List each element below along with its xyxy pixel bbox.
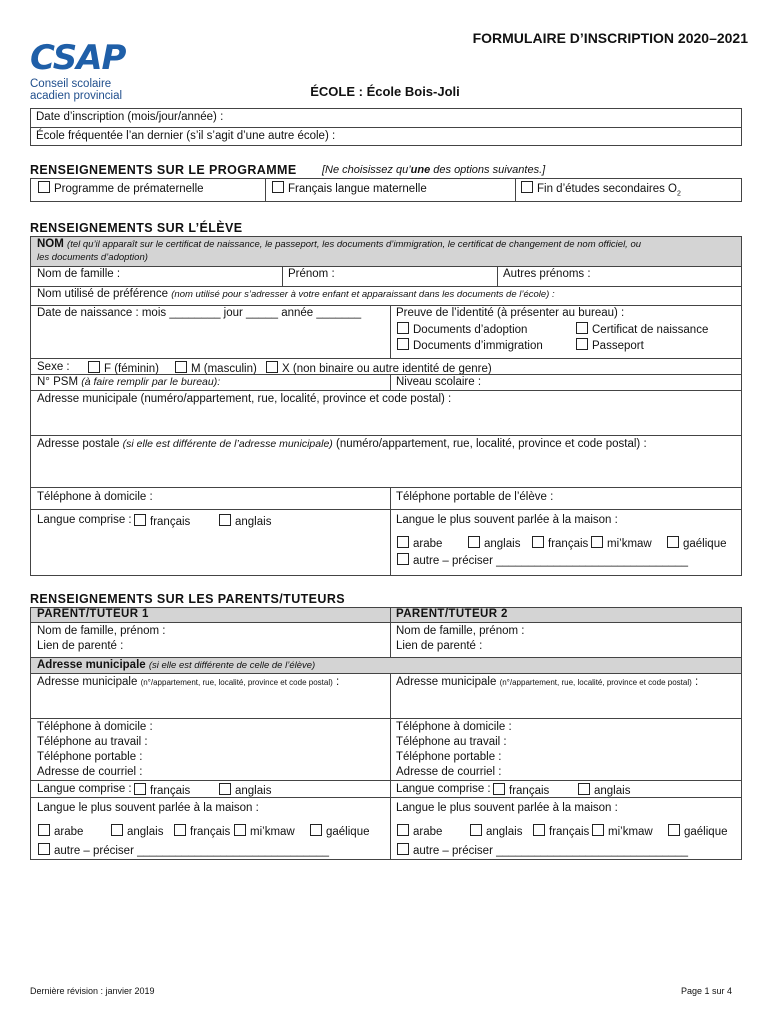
checkbox[interactable] xyxy=(397,824,409,836)
checkbox[interactable] xyxy=(397,338,409,350)
checkbox[interactable] xyxy=(493,783,505,795)
parent2-lang-anglais[interactable]: anglais xyxy=(578,783,630,797)
parent2-address-field[interactable]: Adresse municipale (n°/appartement, rue, localité, province et code postal) : xyxy=(396,676,699,688)
grade-level-field[interactable]: Niveau scolaire : xyxy=(396,376,482,388)
logo-subtitle-2: acadien provincial xyxy=(30,90,123,102)
option-prematernelle[interactable]: Programme de prématernelle xyxy=(38,181,204,195)
logo-text: CSAP xyxy=(30,38,126,78)
home-lang-arabe[interactable]: arabe xyxy=(397,536,442,550)
checkbox[interactable] xyxy=(234,824,246,836)
parent1-relationship-field[interactable]: Lien de parenté : xyxy=(37,640,124,652)
parent1-address-field[interactable]: Adresse municipale (n°/appartement, rue, localité, province et code postal) : xyxy=(37,676,340,688)
checkbox[interactable] xyxy=(667,536,679,548)
postal-address-field[interactable]: Adresse postale (si elle est différente de l’adresse municipale) (numéro/appartement, rue, localité, province et code postal) : xyxy=(37,438,647,450)
parent1-lang-gaelique[interactable]: gaélique xyxy=(310,824,369,838)
checkbox[interactable] xyxy=(219,514,231,526)
checkbox[interactable] xyxy=(38,181,50,193)
previous-school-field[interactable]: École fréquentée l’an dernier (s’il s’agit d’une autre école) : xyxy=(36,130,336,142)
identity-proof-label: Preuve de l’identité (à présenter au bureau) : xyxy=(396,307,625,319)
parents-section-title: RENSEIGNEMENTS SUR LES PARENTS/TUTEURS xyxy=(30,592,345,606)
checkbox[interactable] xyxy=(175,361,187,373)
student-first-name-field[interactable]: Prénom : xyxy=(288,268,335,280)
parent2-name-field[interactable]: Nom de famille, prénom : xyxy=(396,625,525,637)
programme-section-title: RENSEIGNEMENTS SUR LE PROGRAMME xyxy=(30,163,297,177)
passport-option[interactable]: Passeport xyxy=(576,338,644,352)
home-lang-francais[interactable]: français xyxy=(532,536,588,550)
student-other-names-field[interactable]: Autres prénoms : xyxy=(503,268,591,280)
home-language-label: Langue le plus souvent parlée à la maison : xyxy=(396,514,618,526)
checkbox[interactable] xyxy=(591,536,603,548)
parent1-lang-other[interactable]: autre – préciser ______________________________ xyxy=(38,843,329,857)
parent2-lang-mikmaw[interactable]: mi’kmaw xyxy=(592,824,653,838)
sex-label: Sexe : xyxy=(37,361,70,373)
home-lang-other[interactable]: autre – préciser ______________________________ xyxy=(397,553,688,567)
parent2-header: PARENT/TUTEUR 2 xyxy=(396,608,508,620)
parent1-lang-anglais[interactable]: anglais xyxy=(219,783,271,797)
checkbox[interactable] xyxy=(310,824,322,836)
lang-anglais-option[interactable]: anglais xyxy=(219,514,271,528)
checkbox[interactable] xyxy=(38,824,50,836)
birth-certificate-option[interactable]: Certificat de naissance xyxy=(576,322,708,336)
home-phone-field[interactable]: Téléphone à domicile : xyxy=(37,491,153,503)
parent2-home-phone[interactable]: Téléphone à domicile : xyxy=(396,721,512,733)
checkbox[interactable] xyxy=(576,338,588,350)
parent1-name-field[interactable]: Nom de famille, prénom : xyxy=(37,625,166,637)
parent1-lang-mikmaw[interactable]: mi’kmaw xyxy=(234,824,295,838)
parent2-email[interactable]: Adresse de courriel : xyxy=(396,766,502,778)
checkbox[interactable] xyxy=(521,181,533,193)
checkbox[interactable] xyxy=(272,181,284,193)
checkbox[interactable] xyxy=(111,824,123,836)
parent1-home-phone[interactable]: Téléphone à domicile : xyxy=(37,721,153,733)
parent2-cell-phone[interactable]: Téléphone portable : xyxy=(396,751,502,763)
revision-date: Dernière révision : janvier 2019 xyxy=(30,986,155,996)
school-name: ÉCOLE : École Bois-Joli xyxy=(310,84,460,99)
student-last-name-field[interactable]: Nom de famille : xyxy=(37,268,121,280)
parent1-lang-arabe[interactable]: arabe xyxy=(38,824,83,838)
parent1-home-francais[interactable]: français xyxy=(174,824,230,838)
checkbox[interactable] xyxy=(397,553,409,565)
checkbox[interactable] xyxy=(397,843,409,855)
sex-f-option[interactable]: F (féminin) xyxy=(88,361,159,375)
parent1-email[interactable]: Adresse de courriel : xyxy=(37,766,143,778)
doc-immigration-option[interactable]: Documents d’immigration xyxy=(397,338,543,352)
parent1-cell-phone[interactable]: Téléphone portable : xyxy=(37,751,143,763)
parent2-lang-gaelique[interactable]: gaélique xyxy=(668,824,727,838)
checkbox[interactable] xyxy=(38,843,50,855)
checkbox[interactable] xyxy=(397,536,409,548)
eleve-section-title: RENSEIGNEMENTS SUR L’ÉLÈVE xyxy=(30,221,243,235)
form-title: FORMULAIRE D’INSCRIPTION 2020–2021 xyxy=(472,30,748,46)
lang-francais-option[interactable]: français xyxy=(134,514,190,528)
checkbox[interactable] xyxy=(134,783,146,795)
checkbox[interactable] xyxy=(88,361,100,373)
home-lang-anglais[interactable]: anglais xyxy=(468,536,520,550)
checkbox[interactable] xyxy=(576,322,588,334)
checkbox[interactable] xyxy=(668,824,680,836)
nom-header: NOM (tel qu’il apparaît sur le certificat de naissance, le passeport, les documents d’immigration, le certificat de changement de nom officiel, ou xyxy=(37,238,642,250)
parent1-lang-francais[interactable]: français xyxy=(134,783,190,797)
parent2-relationship-field[interactable]: Lien de parenté : xyxy=(396,640,483,652)
parent1-lang-understood-label: Langue comprise : xyxy=(37,783,132,795)
checkbox[interactable] xyxy=(592,824,604,836)
parent1-home-anglais[interactable]: anglais xyxy=(111,824,163,838)
option-francais-langue-maternelle[interactable]: Français langue maternelle xyxy=(272,181,427,195)
parent2-home-lang-label: Langue le plus souvent parlée à la maison : xyxy=(396,802,618,814)
checkbox[interactable] xyxy=(266,361,278,373)
option-fin-etudes-o2[interactable]: Fin d’études secondaires $O_2$ xyxy=(521,181,681,197)
checkbox[interactable] xyxy=(134,514,146,526)
checkbox[interactable] xyxy=(578,783,590,795)
parent2-work-phone[interactable]: Téléphone au travail : xyxy=(396,736,507,748)
checkbox[interactable] xyxy=(468,536,480,548)
checkbox[interactable] xyxy=(397,322,409,334)
sex-x-option[interactable]: X (non binaire ou autre identité de genre) xyxy=(266,361,492,375)
language-understood-label: Langue comprise : xyxy=(37,514,132,526)
checkbox[interactable] xyxy=(174,824,186,836)
preferred-name-field[interactable]: Nom utilisé de préférence (nom utilisé pour s’adresser à votre enfant et apparaissant dans les documents de l’école) : xyxy=(37,288,555,300)
parent-address-header: Adresse municipale (si elle est différente de celle de l’élève) xyxy=(37,659,316,671)
parent2-home-francais[interactable]: français xyxy=(533,824,589,838)
nom-header-note: les documents d’adoption) xyxy=(37,252,148,263)
home-lang-gaelique[interactable]: gaélique xyxy=(667,536,726,550)
parent1-work-phone[interactable]: Téléphone au travail : xyxy=(37,736,148,748)
parent2-lang-francais[interactable]: français xyxy=(493,783,549,797)
home-lang-mikmaw[interactable]: mi’kmaw xyxy=(591,536,652,550)
parent1-header: PARENT/TUTEUR 1 xyxy=(37,608,149,620)
checkbox[interactable] xyxy=(219,783,231,795)
parent2-home-anglais[interactable]: anglais xyxy=(470,824,522,838)
parent2-lang-arabe[interactable]: arabe xyxy=(397,824,442,838)
psm-field[interactable]: N° PSM (à faire remplir par le bureau): xyxy=(37,376,221,388)
checkbox[interactable] xyxy=(532,536,544,548)
street-address-field[interactable]: Adresse municipale (numéro/appartement, rue, localité, province et code postal) : xyxy=(37,393,452,405)
checkbox[interactable] xyxy=(533,824,545,836)
programme-note: [Ne choisissez qu’une des options suivantes.] xyxy=(322,164,546,176)
parent1-home-lang-label: Langue le plus souvent parlée à la maison : xyxy=(37,802,259,814)
sex-m-option[interactable]: M (masculin) xyxy=(175,361,257,375)
date-of-birth-field[interactable]: Date de naissance : mois ________ jour _____ année _______ xyxy=(37,307,362,319)
parent2-lang-understood-label: Langue comprise : xyxy=(396,783,491,795)
doc-adoption-option[interactable]: Documents d’adoption xyxy=(397,322,527,336)
parent2-lang-other[interactable]: autre – préciser ______________________________ xyxy=(397,843,688,857)
page-number: Page 1 sur 4 xyxy=(680,986,732,996)
parents-box xyxy=(30,607,742,860)
checkbox[interactable] xyxy=(470,824,482,836)
date-inscription-field[interactable]: Date d’inscription (mois/jour/année) : xyxy=(36,111,224,123)
student-cell-phone-field[interactable]: Téléphone portable de l’élève : xyxy=(396,491,554,503)
logo-subtitle-1: Conseil scolaire xyxy=(30,78,112,90)
